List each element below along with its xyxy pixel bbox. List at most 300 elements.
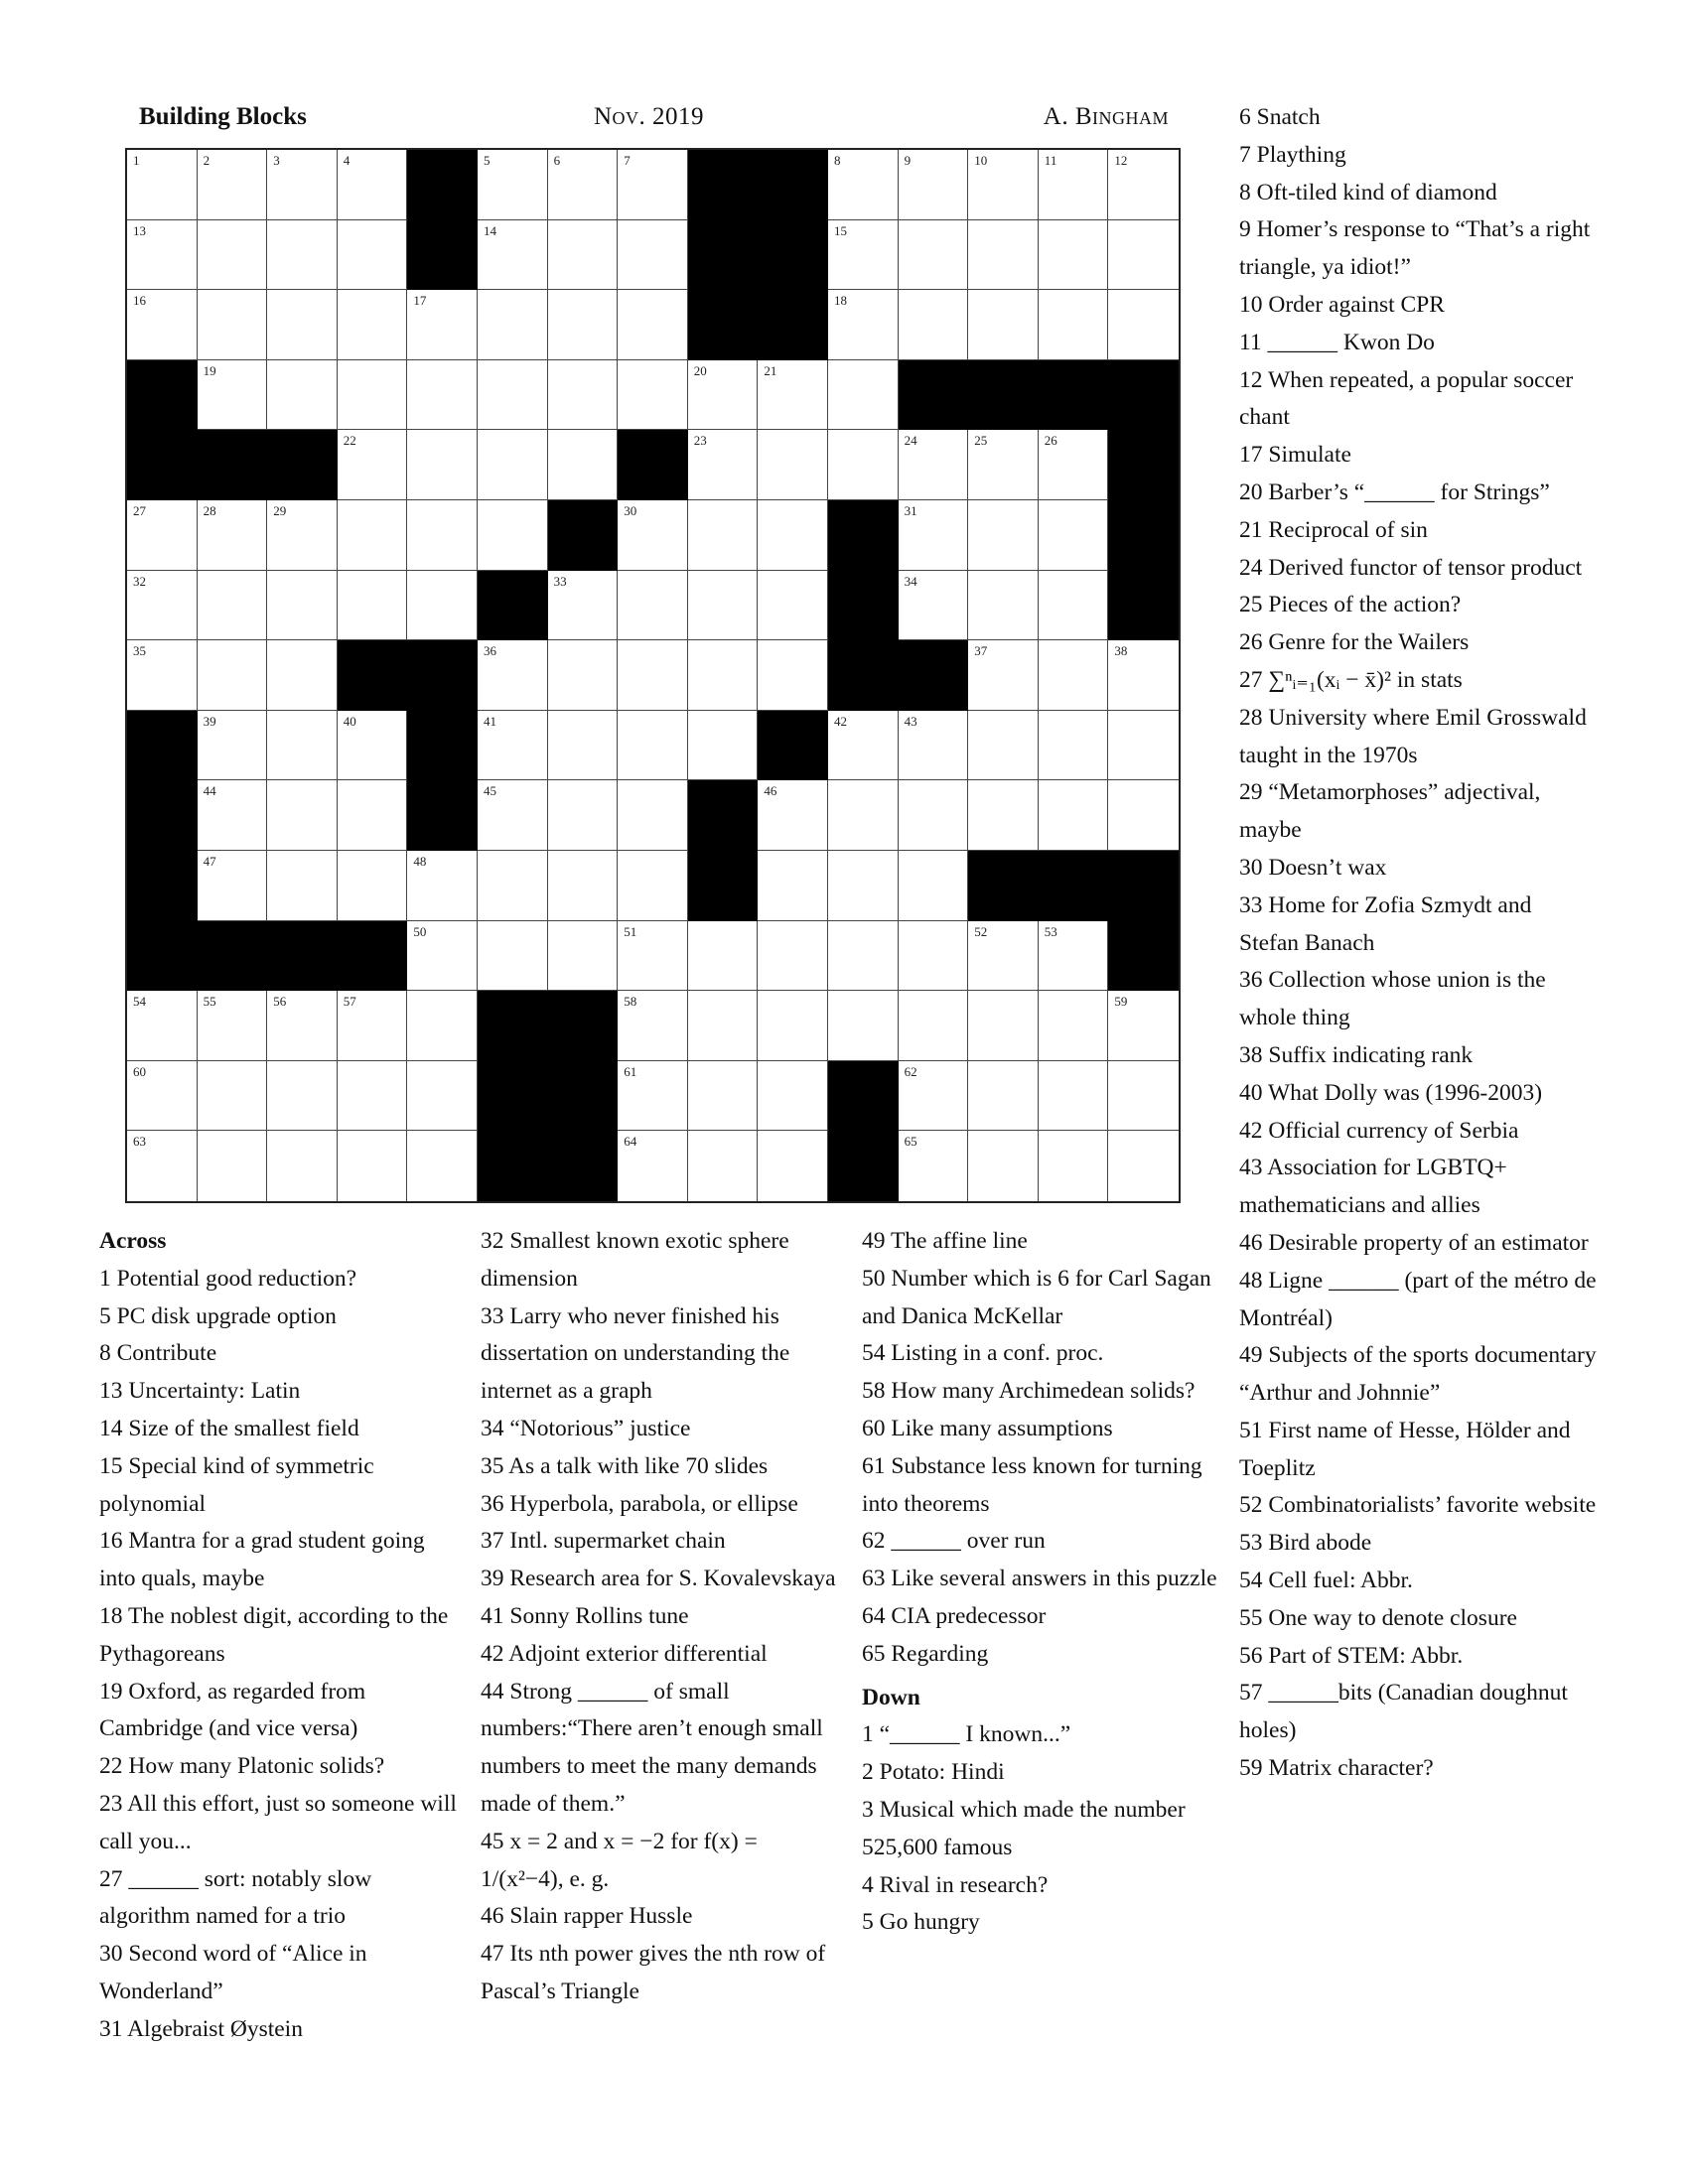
down-clue: 27 ∑ⁿᵢ₌₁(xᵢ − x̄)² in stats xyxy=(1239,666,1463,693)
black-square xyxy=(1108,851,1179,921)
down-clue: 2 Potato: Hindi xyxy=(862,1759,1005,1786)
black-square xyxy=(198,430,268,500)
grid-cell[interactable] xyxy=(1108,1061,1179,1132)
grid-cell[interactable] xyxy=(198,1131,268,1201)
across-clue: 65 Regarding xyxy=(862,1640,989,1667)
black-square xyxy=(828,571,899,641)
grid-cell[interactable] xyxy=(618,640,688,711)
grid-cell[interactable] xyxy=(899,780,969,851)
grid-cell[interactable] xyxy=(407,430,478,500)
cell-number: 52 xyxy=(974,923,988,939)
grid-cell[interactable] xyxy=(968,1061,1039,1132)
crossword-grid xyxy=(125,148,1181,1203)
grid-cell[interactable] xyxy=(968,921,1039,992)
grid-cell[interactable] xyxy=(688,360,759,431)
grid-cell[interactable] xyxy=(478,500,548,571)
grid-cell[interactable] xyxy=(688,571,759,641)
grid-cell[interactable] xyxy=(968,711,1039,781)
black-square xyxy=(548,1131,619,1201)
down-heading: Down xyxy=(862,1684,920,1710)
grid-cell[interactable] xyxy=(198,640,268,711)
grid-cell[interactable] xyxy=(899,1061,969,1132)
grid-cell[interactable] xyxy=(899,500,969,571)
down-clue: 33 Home for Zofia Szmydt and Stefan Banach xyxy=(1239,891,1532,956)
cell-number: 21 xyxy=(764,362,777,378)
down-clue: 9 Homer’s response to “That’s a right triangle, ya idiot!” xyxy=(1239,216,1591,281)
grid-cell[interactable] xyxy=(828,150,899,220)
cell-number: 24 xyxy=(904,433,917,449)
grid-cell[interactable] xyxy=(618,1131,688,1201)
cell-number: 45 xyxy=(483,783,496,799)
grid-cell[interactable] xyxy=(758,1061,828,1132)
grid-cell[interactable] xyxy=(338,150,408,220)
grid-cell[interactable] xyxy=(127,290,198,360)
grid-cell[interactable] xyxy=(548,851,619,921)
black-square xyxy=(478,991,548,1061)
grid-cell[interactable] xyxy=(688,640,759,711)
grid-cell[interactable] xyxy=(688,1061,759,1132)
grid-cell[interactable] xyxy=(828,711,899,781)
cell-number: 37 xyxy=(974,643,988,659)
grid-cell[interactable] xyxy=(1108,1131,1179,1201)
grid-cell[interactable] xyxy=(267,640,338,711)
grid-cell[interactable] xyxy=(618,780,688,851)
across-clue: 58 How many Archimedean solids? xyxy=(862,1378,1196,1405)
grid-cell[interactable] xyxy=(1039,220,1109,291)
black-square xyxy=(548,500,619,571)
grid-cell[interactable] xyxy=(899,290,969,360)
across-clue: 1 Potential good reduction? xyxy=(99,1265,357,1292)
grid-cell[interactable] xyxy=(1039,640,1109,711)
grid-cell[interactable] xyxy=(478,711,548,781)
across-clue: 35 As a talk with like 70 slides xyxy=(481,1452,769,1479)
grid-cell[interactable] xyxy=(828,430,899,500)
cell-number: 42 xyxy=(833,713,847,729)
grid-cell[interactable] xyxy=(1039,991,1109,1061)
grid-cell[interactable] xyxy=(1039,711,1109,781)
grid-cell[interactable] xyxy=(548,150,619,220)
grid-cell[interactable] xyxy=(688,430,759,500)
grid-cell[interactable] xyxy=(198,220,268,291)
grid-cell[interactable] xyxy=(899,921,969,992)
grid-cell[interactable] xyxy=(338,1061,408,1132)
grid-cell[interactable] xyxy=(338,851,408,921)
grid-cell[interactable] xyxy=(478,851,548,921)
across-clue: 63 Like several answers in this puzzle xyxy=(862,1566,1217,1592)
cell-number: 57 xyxy=(343,994,356,1010)
grid-cell[interactable] xyxy=(548,430,619,500)
grid-cell[interactable] xyxy=(899,220,969,291)
grid-cell[interactable] xyxy=(478,150,548,220)
black-square xyxy=(478,1061,548,1132)
grid-cell[interactable] xyxy=(267,150,338,220)
cell-number: 5 xyxy=(483,153,491,168)
grid-cell[interactable] xyxy=(899,1131,969,1201)
cell-number: 3 xyxy=(273,153,280,168)
black-square xyxy=(688,290,759,360)
cell-number: 22 xyxy=(343,433,356,449)
grid-cell[interactable] xyxy=(758,571,828,641)
down-clue: 30 Doesn’t wax xyxy=(1239,854,1387,881)
black-square xyxy=(758,150,828,220)
grid-cell[interactable] xyxy=(338,290,408,360)
grid-cell[interactable] xyxy=(478,921,548,992)
across-clue: 44 Strong ______ of small numbers:“There aren’t enough small numbers to meet the many demands made of them.” xyxy=(481,1678,823,1817)
cell-number: 13 xyxy=(133,222,146,238)
grid-cell[interactable] xyxy=(548,921,619,992)
grid-cell[interactable] xyxy=(338,1131,408,1201)
grid-cell[interactable] xyxy=(828,851,899,921)
cell-number: 35 xyxy=(133,643,146,659)
grid-cell[interactable] xyxy=(198,780,268,851)
grid-cell[interactable] xyxy=(267,851,338,921)
grid-cell[interactable] xyxy=(407,500,478,571)
grid-cell[interactable] xyxy=(478,220,548,291)
grid-cell[interactable] xyxy=(618,150,688,220)
grid-cell[interactable] xyxy=(548,640,619,711)
cell-number: 34 xyxy=(904,573,917,589)
black-square xyxy=(338,921,408,992)
grid-cell[interactable] xyxy=(548,360,619,431)
grid-cell[interactable] xyxy=(127,220,198,291)
black-square xyxy=(828,1061,899,1132)
across-clue: 14 Size of the smallest field xyxy=(99,1415,359,1441)
grid-cell[interactable] xyxy=(267,780,338,851)
cell-number: 65 xyxy=(904,1134,917,1150)
down-clue: 4 Rival in research? xyxy=(862,1871,1049,1898)
grid-cell[interactable] xyxy=(618,500,688,571)
grid-cell[interactable] xyxy=(968,290,1039,360)
cell-number: 38 xyxy=(1114,643,1128,659)
down-clue: 6 Snatch xyxy=(1239,104,1321,130)
grid-cell[interactable] xyxy=(407,571,478,641)
grid-cell[interactable] xyxy=(618,1061,688,1132)
grid-cell[interactable] xyxy=(548,290,619,360)
black-square xyxy=(688,150,759,220)
grid-cell[interactable] xyxy=(1108,290,1179,360)
cell-number: 10 xyxy=(974,153,988,168)
grid-cell[interactable] xyxy=(478,780,548,851)
grid-cell[interactable] xyxy=(267,991,338,1061)
cell-number: 29 xyxy=(273,502,287,518)
down-clue: 20 Barber’s “______ for Strings” xyxy=(1239,478,1550,505)
cell-number: 63 xyxy=(133,1134,146,1150)
grid-cell[interactable] xyxy=(618,921,688,992)
grid-cell[interactable] xyxy=(618,991,688,1061)
grid-cell[interactable] xyxy=(758,1131,828,1201)
grid-cell[interactable] xyxy=(338,991,408,1061)
down-clue: 5 Go hungry xyxy=(862,1909,980,1936)
black-square xyxy=(478,571,548,641)
down-clue: 52 Combinatorialists’ favorite website xyxy=(1239,1492,1597,1519)
grid-cell[interactable] xyxy=(828,991,899,1061)
down-clue: 25 Pieces of the action? xyxy=(1239,592,1462,618)
grid-cell[interactable] xyxy=(478,290,548,360)
grid-cell[interactable] xyxy=(338,500,408,571)
grid-cell[interactable] xyxy=(618,711,688,781)
across-clue: 36 Hyperbola, parabola, or ellipse xyxy=(481,1490,798,1517)
black-square xyxy=(267,921,338,992)
grid-cell[interactable] xyxy=(407,851,478,921)
grid-cell[interactable] xyxy=(828,220,899,291)
grid-cell[interactable] xyxy=(758,500,828,571)
grid-cell[interactable] xyxy=(968,991,1039,1061)
grid-cell[interactable] xyxy=(688,711,759,781)
black-square xyxy=(1108,500,1179,571)
black-square xyxy=(968,360,1039,431)
grid-cell[interactable] xyxy=(758,921,828,992)
grid-cell[interactable] xyxy=(127,500,198,571)
black-square xyxy=(478,1131,548,1201)
down-clue: 10 Order against CPR xyxy=(1239,291,1445,318)
grid-cell[interactable] xyxy=(1039,780,1109,851)
grid-cell[interactable] xyxy=(1108,711,1179,781)
cell-number: 15 xyxy=(833,222,847,238)
grid-cell[interactable] xyxy=(198,571,268,641)
grid-cell[interactable] xyxy=(899,430,969,500)
black-square xyxy=(828,1131,899,1201)
cell-number: 40 xyxy=(343,713,356,729)
down-clue: 28 University where Emil Grosswald taught in the 1970s xyxy=(1239,704,1587,768)
grid-cell[interactable] xyxy=(338,430,408,500)
grid-cell[interactable] xyxy=(968,640,1039,711)
black-square xyxy=(127,711,198,781)
grid-cell[interactable] xyxy=(407,1061,478,1132)
down-clue: 48 Ligne ______ (part of the métro de Montréal) xyxy=(1239,1267,1597,1331)
cell-number: 44 xyxy=(203,783,216,799)
cell-number: 18 xyxy=(833,293,847,309)
cell-number: 27 xyxy=(133,502,146,518)
black-square xyxy=(198,921,268,992)
grid-cell[interactable] xyxy=(338,360,408,431)
cell-number: 59 xyxy=(1114,994,1128,1010)
grid-cell[interactable] xyxy=(758,991,828,1061)
grid-cell[interactable] xyxy=(407,360,478,431)
grid-cell[interactable] xyxy=(198,500,268,571)
down-clue: 7 Plaything xyxy=(1239,141,1346,168)
grid-cell[interactable] xyxy=(407,991,478,1061)
cell-number: 56 xyxy=(273,994,287,1010)
grid-cell[interactable] xyxy=(198,360,268,431)
grid-cell[interactable] xyxy=(267,711,338,781)
grid-cell[interactable] xyxy=(1108,220,1179,291)
down-clue: 1 “______ I known...” xyxy=(862,1721,1071,1748)
grid-cell[interactable] xyxy=(1108,780,1179,851)
grid-cell[interactable] xyxy=(618,360,688,431)
cell-number: 50 xyxy=(413,923,427,939)
grid-cell[interactable] xyxy=(267,571,338,641)
grid-cell[interactable] xyxy=(688,500,759,571)
across-clue: 32 Smallest known exotic sphere dimension xyxy=(481,1228,789,1292)
across-clue: 8 Contribute xyxy=(99,1340,217,1367)
cell-number: 12 xyxy=(1114,153,1128,168)
black-square xyxy=(899,640,969,711)
grid-cell[interactable] xyxy=(198,150,268,220)
clue-column-3 xyxy=(862,1223,1219,1942)
cell-number: 16 xyxy=(133,293,146,309)
black-square xyxy=(968,851,1039,921)
grid-cell[interactable] xyxy=(758,360,828,431)
grid-cell[interactable] xyxy=(688,921,759,992)
grid-cell[interactable] xyxy=(198,851,268,921)
grid-cell[interactable] xyxy=(1039,1131,1109,1201)
across-clue: 37 Intl. supermarket chain xyxy=(481,1528,726,1555)
grid-cell[interactable] xyxy=(478,640,548,711)
cell-number: 2 xyxy=(203,153,211,168)
grid-cell[interactable] xyxy=(899,150,969,220)
grid-cell[interactable] xyxy=(899,711,969,781)
grid-cell[interactable] xyxy=(407,290,478,360)
grid-cell[interactable] xyxy=(1108,640,1179,711)
cell-number: 36 xyxy=(483,643,496,659)
black-square xyxy=(127,851,198,921)
black-square xyxy=(127,780,198,851)
black-square xyxy=(618,430,688,500)
grid-cell[interactable] xyxy=(968,780,1039,851)
cell-number: 26 xyxy=(1044,433,1057,449)
cell-number: 4 xyxy=(343,153,351,168)
grid-cell[interactable] xyxy=(828,360,899,431)
grid-cell[interactable] xyxy=(968,220,1039,291)
across-clue: 19 Oxford, as regarded from Cambridge (and vice versa) xyxy=(99,1678,366,1742)
grid-cell[interactable] xyxy=(1039,290,1109,360)
cell-number: 48 xyxy=(413,853,427,869)
grid-cell[interactable] xyxy=(198,290,268,360)
grid-cell[interactable] xyxy=(968,571,1039,641)
grid-cell[interactable] xyxy=(198,991,268,1061)
grid-cell[interactable] xyxy=(1108,150,1179,220)
grid-cell[interactable] xyxy=(828,780,899,851)
grid-cell[interactable] xyxy=(127,150,198,220)
cell-number: 11 xyxy=(1044,153,1057,168)
grid-cell[interactable] xyxy=(688,991,759,1061)
grid-cell[interactable] xyxy=(758,780,828,851)
grid-cell[interactable] xyxy=(407,1131,478,1201)
across-clue: 15 Special kind of symmetric polynomial xyxy=(99,1452,374,1517)
cell-number: 47 xyxy=(203,853,216,869)
grid-cell[interactable] xyxy=(267,290,338,360)
cell-number: 64 xyxy=(624,1134,637,1150)
across-clue: 23 All this effort, just so someone will call you... xyxy=(99,1790,457,1854)
grid-cell[interactable] xyxy=(618,851,688,921)
grid-cell[interactable] xyxy=(1039,150,1109,220)
cell-number: 51 xyxy=(624,923,637,939)
across-clue: 5 PC disk upgrade option xyxy=(99,1302,337,1329)
black-square xyxy=(1108,571,1179,641)
cell-number: 43 xyxy=(904,713,917,729)
grid-cell[interactable] xyxy=(1039,500,1109,571)
clue-column-4 xyxy=(1239,99,1597,1788)
across-clue: 50 Number which is 6 for Carl Sagan and Danica McKellar xyxy=(862,1265,1211,1329)
grid-cell[interactable] xyxy=(548,220,619,291)
cell-number: 20 xyxy=(693,362,707,378)
grid-cell[interactable] xyxy=(127,640,198,711)
grid-cell[interactable] xyxy=(127,991,198,1061)
grid-cell[interactable] xyxy=(198,1061,268,1132)
grid-cell[interactable] xyxy=(338,220,408,291)
grid-cell[interactable] xyxy=(618,220,688,291)
grid-cell[interactable] xyxy=(338,711,408,781)
grid-cell[interactable] xyxy=(267,360,338,431)
grid-cell[interactable] xyxy=(267,1061,338,1132)
grid-cell[interactable] xyxy=(1039,430,1109,500)
grid-cell[interactable] xyxy=(1039,571,1109,641)
grid-cell[interactable] xyxy=(548,780,619,851)
grid-cell[interactable] xyxy=(758,640,828,711)
grid-cell[interactable] xyxy=(758,851,828,921)
grid-cell[interactable] xyxy=(899,851,969,921)
grid-cell[interactable] xyxy=(478,360,548,431)
cell-number: 61 xyxy=(624,1063,637,1079)
grid-cell[interactable] xyxy=(127,1131,198,1201)
grid-cell[interactable] xyxy=(618,290,688,360)
grid-cell[interactable] xyxy=(267,500,338,571)
grid-cell[interactable] xyxy=(548,711,619,781)
grid-cell[interactable] xyxy=(899,991,969,1061)
down-clue: 38 Suffix indicating rank xyxy=(1239,1041,1474,1068)
grid-cell[interactable] xyxy=(968,1131,1039,1201)
across-clue: 30 Second word of “Alice in Wonderland” xyxy=(99,1941,367,2004)
black-square xyxy=(1039,851,1109,921)
puzzle-title: Building Blocks xyxy=(139,103,307,130)
cell-number: 8 xyxy=(833,153,841,168)
grid-cell[interactable] xyxy=(618,571,688,641)
across-clue: 46 Slain rapper Hussle xyxy=(481,1903,693,1930)
grid-cell[interactable] xyxy=(968,150,1039,220)
black-square xyxy=(1108,921,1179,992)
clue-column-1 xyxy=(99,1223,457,2049)
across-clue: 42 Adjoint exterior differential xyxy=(481,1640,768,1667)
across-clue: 39 Research area for S. Kovalevskaya xyxy=(481,1566,836,1592)
grid-cell[interactable] xyxy=(758,430,828,500)
down-clue: 24 Derived functor of tensor product xyxy=(1239,554,1583,581)
grid-cell[interactable] xyxy=(127,1061,198,1132)
black-square xyxy=(758,711,828,781)
cell-number: 30 xyxy=(624,502,637,518)
grid-cell[interactable] xyxy=(267,1131,338,1201)
grid-cell[interactable] xyxy=(407,921,478,992)
grid-cell[interactable] xyxy=(968,500,1039,571)
grid-cell[interactable] xyxy=(1108,991,1179,1061)
across-clue: 62 ______ over run xyxy=(862,1528,1046,1555)
across-clue: 41 Sonny Rollins tune xyxy=(481,1602,689,1629)
down-clue: 57 ______bits (Canadian doughnut holes) xyxy=(1239,1680,1568,1744)
across-clue: 60 Like many assumptions xyxy=(862,1415,1113,1441)
grid-cell[interactable] xyxy=(899,571,969,641)
grid-cell[interactable] xyxy=(1039,1061,1109,1132)
down-clue: 11 ______ Kwon Do xyxy=(1239,329,1435,355)
grid-cell[interactable] xyxy=(267,220,338,291)
grid-cell[interactable] xyxy=(828,921,899,992)
cell-number: 1 xyxy=(133,153,140,168)
cell-number: 31 xyxy=(904,502,917,518)
cell-number: 39 xyxy=(203,713,216,729)
grid-cell[interactable] xyxy=(968,430,1039,500)
across-clue: 27 ______ sort: notably slow algorithm named for a trio xyxy=(99,1865,372,1930)
black-square xyxy=(688,851,759,921)
grid-cell[interactable] xyxy=(478,430,548,500)
grid-cell[interactable] xyxy=(127,571,198,641)
grid-cell[interactable] xyxy=(548,571,619,641)
across-clue: 16 Mantra for a grad student going into quals, maybe xyxy=(99,1528,425,1592)
grid-cell[interactable] xyxy=(828,290,899,360)
grid-cell[interactable] xyxy=(338,571,408,641)
cell-number: 58 xyxy=(624,994,637,1010)
grid-cell[interactable] xyxy=(1039,921,1109,992)
grid-cell[interactable] xyxy=(688,1131,759,1201)
grid-cell[interactable] xyxy=(338,780,408,851)
grid-cell[interactable] xyxy=(198,711,268,781)
